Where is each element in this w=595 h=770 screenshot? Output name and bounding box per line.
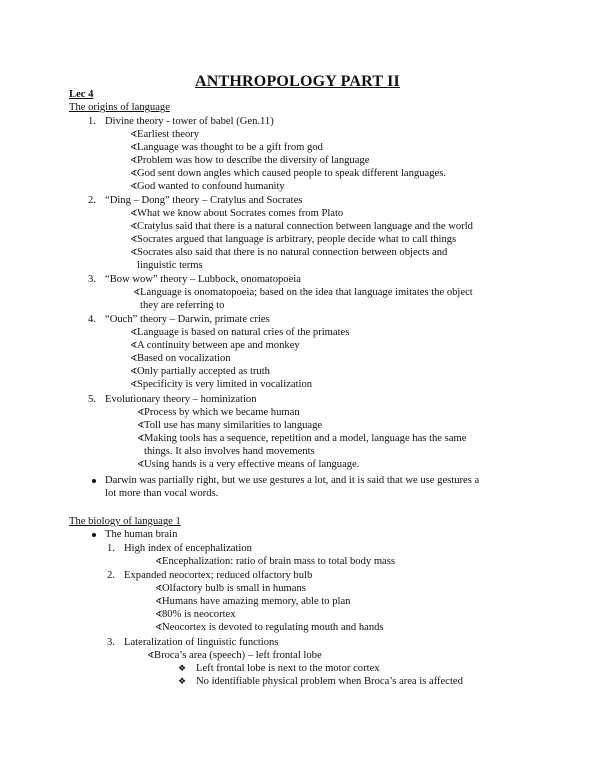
arrow-bullet-icon: ∢: [130, 129, 138, 139]
list-item: Divine theory - tower of babel (Gen.11): [105, 116, 274, 127]
item-number: 1.: [107, 543, 115, 554]
list-item: Expanded neocortex; reduced olfactory bulb: [124, 570, 313, 581]
list-item: “Ding – Dong” theory – Cratylus and Socrates: [105, 195, 303, 206]
sub-item: ∢Based on vocalization: [130, 353, 231, 364]
arrow-bullet-icon: ∢: [130, 181, 138, 191]
sub-item: ∢Socrates argued that language is arbitrary, people decide what to call things: [130, 234, 457, 245]
sub-item: ∢Olfactory bulb is small in humans: [155, 583, 306, 594]
sub-item-continuation: they are referring to: [140, 300, 225, 311]
sub-item: ∢Specificity is very limited in vocalization: [130, 379, 313, 390]
diamond-bullet-icon: ❖: [178, 676, 187, 686]
arrow-bullet-icon: ∢: [155, 583, 163, 593]
section-heading-biology: The biology of language 1: [69, 516, 181, 527]
arrow-bullet-icon: ∢: [133, 287, 141, 297]
paragraph-line: Darwin was partially right, but we use gestures a lot, and it is said that we use gestures a: [105, 475, 480, 486]
list-item: “Bow wow” theory – Lubbock, onomatopoeia: [105, 274, 301, 285]
diamond-bullet-icon: ❖: [178, 663, 187, 673]
sub-sub-item: No identifiable physical problem when Broca’s area is affected: [196, 676, 463, 687]
arrow-bullet-icon: ∢: [130, 168, 138, 178]
arrow-bullet-icon: ∢: [137, 407, 145, 417]
arrow-bullet-icon: ∢: [130, 247, 138, 257]
arrow-bullet-icon: ∢: [130, 142, 138, 152]
sub-item-continuation: linguistic terms: [137, 260, 203, 271]
arrow-bullet-icon: ∢: [130, 366, 138, 376]
sub-item: ∢Only partially accepted as truth: [130, 366, 270, 377]
arrow-bullet-icon: ∢: [137, 420, 145, 430]
arrow-bullet-icon: ∢: [155, 556, 163, 566]
list-item: “Ouch” theory – Darwin, primate cries: [105, 314, 270, 325]
section-heading-origins: The origins of language: [69, 102, 170, 113]
sub-item: ∢What we know about Socrates comes from Plato: [130, 208, 344, 219]
sub-item: ∢Language is based on natural cries of the primates: [130, 327, 350, 338]
sub-item: ∢Problem was how to describe the diversity of language: [130, 155, 370, 166]
arrow-bullet-icon: ∢: [130, 353, 138, 363]
sub-item: ∢Toll use has many similarities to language: [137, 420, 323, 431]
sub-item: ∢Language is onomatopoeia; based on the idea that language imitates the object: [133, 287, 473, 298]
arrow-bullet-icon: ∢: [130, 379, 138, 389]
arrow-bullet-icon: ∢: [130, 155, 138, 165]
bullet-icon: [92, 533, 96, 537]
arrow-bullet-icon: ∢: [137, 433, 145, 443]
arrow-bullet-icon: ∢: [155, 622, 163, 632]
list-item: The human brain: [105, 529, 178, 540]
sub-sub-item: Left frontal lobe is next to the motor cortex: [196, 663, 380, 674]
bullet-icon: [92, 479, 96, 483]
item-number: 5.: [88, 394, 96, 405]
arrow-bullet-icon: ∢: [155, 596, 163, 606]
sub-item: ∢A continuity between ape and monkey: [130, 340, 300, 351]
sub-item: ∢Making tools has a sequence, repetition and a model, language has the same: [137, 433, 467, 444]
arrow-bullet-icon: ∢: [137, 459, 145, 469]
sub-item: ∢Humans have amazing memory, able to plan: [155, 596, 351, 607]
list-item: Evolutionary theory – hominization: [105, 394, 257, 405]
item-number: 3.: [107, 637, 115, 648]
arrow-bullet-icon: ∢: [130, 340, 138, 350]
list-item: Lateralization of linguistic functions: [124, 637, 279, 648]
item-number: 3.: [88, 274, 96, 285]
arrow-bullet-icon: ∢: [130, 327, 138, 337]
item-number: 1.: [88, 116, 96, 127]
sub-item: ∢God wanted to confound humanity: [130, 181, 285, 192]
sub-item: ∢Broca’s area (speech) – left frontal lobe: [147, 650, 322, 661]
sub-item-continuation: things. It also involves hand movements: [144, 446, 315, 457]
sub-item: ∢Socrates also said that there is no natural connection between objects and: [130, 247, 448, 258]
sub-item: ∢Neocortex is devoted to regulating mouth and hands: [155, 622, 384, 633]
sub-item: ∢Language was thought to be a gift from god: [130, 142, 323, 153]
sub-item: ∢Encephalization: ratio of brain mass to total body mass: [155, 556, 396, 567]
list-item: High index of encephalization: [124, 543, 252, 554]
arrow-bullet-icon: ∢: [155, 609, 163, 619]
arrow-bullet-icon: ∢: [147, 650, 155, 660]
arrow-bullet-icon: ∢: [130, 234, 138, 244]
item-number: 2.: [88, 195, 96, 206]
page-title: ANTHROPOLOGY PART II: [195, 73, 400, 90]
sub-item: ∢80% is neocortex: [155, 609, 236, 620]
sub-item: ∢Process by which we became human: [137, 407, 300, 418]
paragraph-line: lot more than vocal words.: [105, 488, 219, 499]
sub-item: ∢Cratylus said that there is a natural connection between language and the world: [130, 221, 473, 232]
sub-item: ∢Earliest theory: [130, 129, 200, 140]
sub-item: ∢Using hands is a very effective means of language.: [137, 459, 360, 470]
item-number: 2.: [107, 570, 115, 581]
item-number: 4.: [88, 314, 96, 325]
sub-item: ∢God sent down angles which caused people to speak different languages.: [130, 168, 446, 179]
lecture-label: Lec 4: [69, 89, 94, 100]
arrow-bullet-icon: ∢: [130, 221, 138, 231]
arrow-bullet-icon: ∢: [130, 208, 138, 218]
